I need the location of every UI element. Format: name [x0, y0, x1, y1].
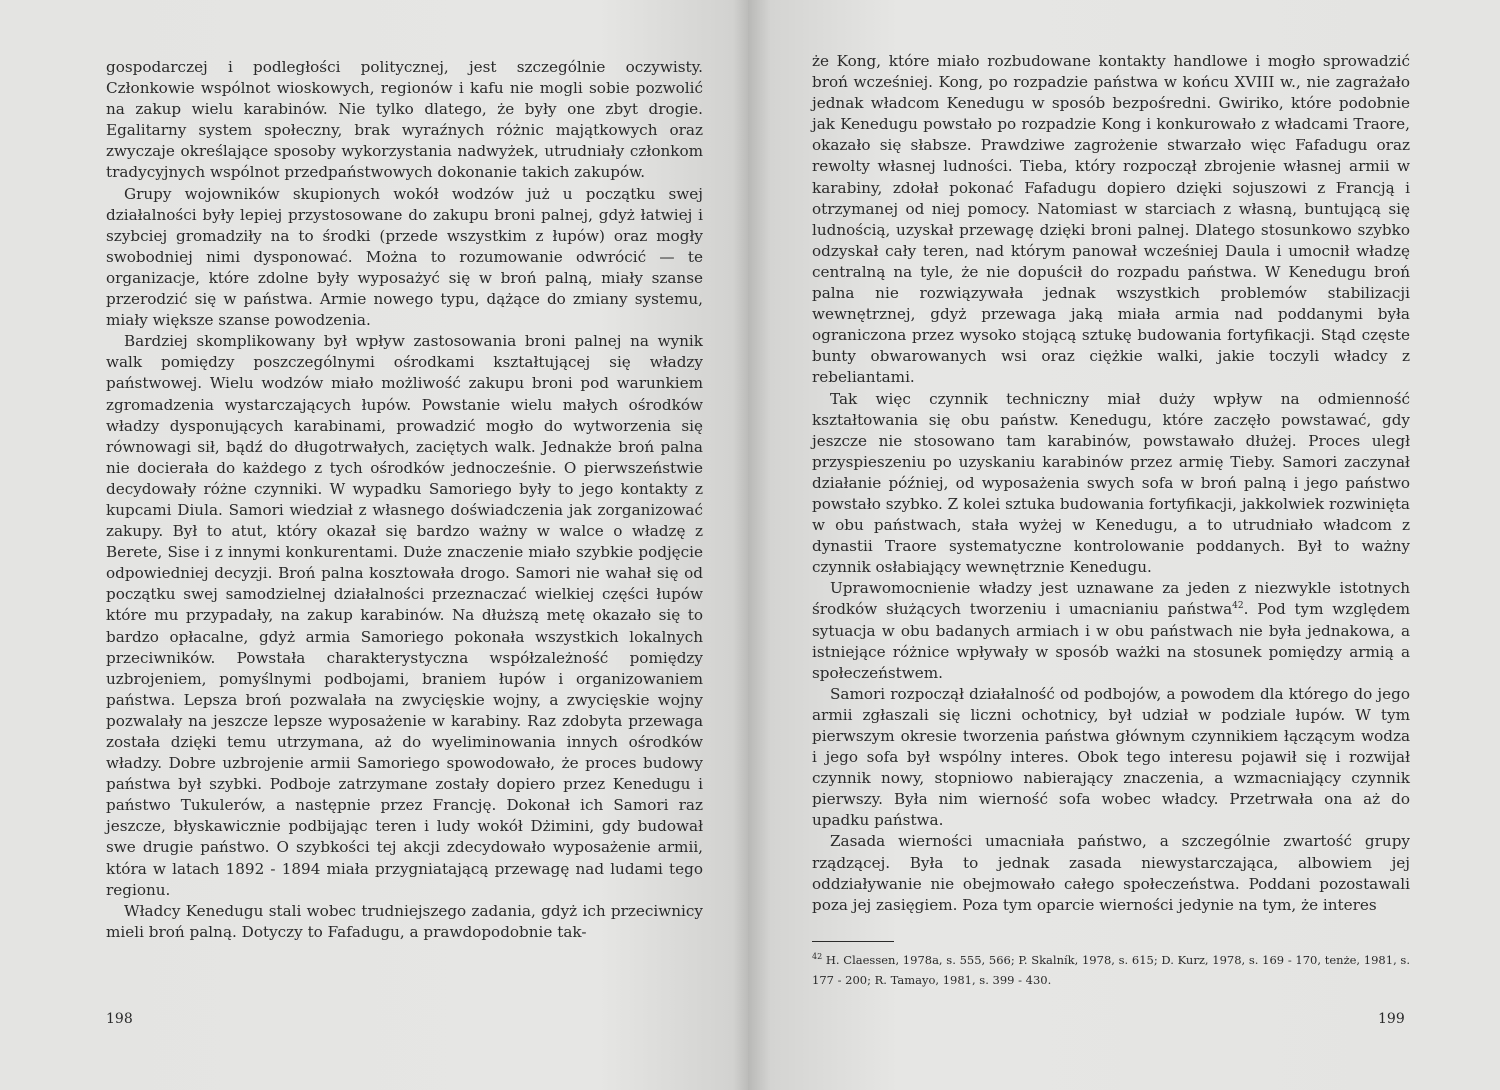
paragraph: Bardziej skomplikowany był wpływ zastosowania broni palnej na wynik walk pomiędzy poszczególnymi ośrodkami kształtującej się władzy państwowej. Wielu wodzów miało możliwość zakupu broni pod warunkiem zgromadzenia wystarczających łupów. Powstanie wielu małych ośrodków władzy dysponujących karabinami, prowadzić mogło do wytworzenia się równowagi sił, bądź do długotrwałych, zaciętych walk. Jednakże broń palna nie docierała do każdego z tych ośrodków jednocześnie. O pierwszeństwie decydowały różne czynniki. W wypadku Samoriego były to jego kontakty z kupcami Diula. Samori wiedział z własnego doświadczenia jak zorganizować zakupy. Był to atut, który okazał się bardzo ważny w walce o władzę z Berete, Sise i z innymi konkurentami. Duże znaczenie miało szybkie podjęcie odpowiedniej decyzji. Broń palna kosztowała drogo. Samori nie wahał się od początku swej samodzielnej działalności przeznaczać wielkiej części łupów które mu przypadały, na zakup karabinów. Na dłuższą metę okazało się to bardzo opłacalne, gdyż armia Samoriego pokonała wszystkich lokalnych przeciwników. Powstała charakterystyczna współzależność pomiędzy uzbrojeniem, pomyślnymi podbojami, braniem łupów i organizowaniem państwa. Lepsza broń pozwalała na zwycięskie wojny, a zwycięskie wojny pozwalały na jeszcze lepsze wyposażenie w karabiny. Raz zdobyta przewaga została dzięki temu utrzymana, aż do wyeliminowania innych ośrodków władzy. Dobre uzbrojenie armii Samoriego spowodowało, że proces budowy państwa był szybki. Podboje zatrzymane zostały dopiero przez Kenedugu i państwo Tukulerów, a następnie przez Francję. Dokonał ich Samori raz jeszcze, błyskawicznie podbijając teren i ludy wokół Dżimini, gdy budował swe drugie państwo. O szybkości tej akcji zdecydowało wyposażenie armii, która w latach 1892 - 1894 miała przygniatającą przewagę nad ludami tego regionu. — [106, 332, 703, 899]
footnote-text: H. Claessen, 1978a, s. 555, 566; P. Skalník, 1978, s. 615; D. Kurz, 1978, s. 169 - 170, tenże, 1981, s. 177 - 200; R. Tamayo, 1981, s. 399 - 430. — [812, 953, 1410, 987]
paragraph: gospodarczej i podległości politycznej, jest szczególnie oczywisty. Członkowie wspólnot wioskowych, regionów i kafu nie mogli sobie pozwolić na zakup wielu karabinów. Nie tylko dlatego, że były one zbyt drogie. Egalitarny system społeczny, brak wyraźnych różnic majątkowych oraz zwyczaje określające sposoby wykorzystania nadwyżek, utrudniały członkom tradycyjnych wspólnot przedpaństwowych dokonanie takich zakupów. — [106, 58, 703, 182]
paragraph: Grupy wojowników skupionych wokół wodzów już u początku swej działalności były lepiej przystosowane do zakupu broni palnej, gdyż łatwiej i szybciej gromadziły na to środki (przede wszystkim z łupów) oraz mogły swobodniej nimi dysponować. Można to rozumowanie odwrócić — te organizacje, które zdolne były wyposażyć się w broń palną, miały szanse przerodzić się w państwa. Armie nowego typu, dążące do zmiany systemu, miały większe szanse powodzenia. — [106, 184, 703, 330]
paragraph: Tak więc czynnik techniczny miał duży wpływ na odmienność kształtowania się obu państw. Kenedugu, które zaczęło powstawać, gdy jeszcze nie stosowano tam karabinów, powstawało dłużej. Proces uległ przyspieszeniu po uzyskaniu karabinów przez armię Tieby. Samori zaczynał działanie później, od wyposażenia swych sofa w broń palną i jego państwo powstało szybko. Z kolei sztuka budowania fortyfikacji, jakkolwiek rozwinięta w obu państwach, stała wyżej w Kenedugu, a to utrudniało władcom z dynastii Traore systematyczne kontrolowanie poddanych. Był to ważny czynnik osłabiający wewnętrznie Kenedugu. — [812, 389, 1410, 577]
paragraph: Zasada wierności umacniała państwo, a szczególnie zwartość grupy rządzącej. Była to jednak zasada niewystarczająca, albowiem jej oddziaływanie nie obejmowało całego społeczeństwa. Poddani pozostawali poza jej zasięgiem. Poza tym oparcie wierności jedynie na tym, że interes — [812, 832, 1410, 914]
paragraph: Samori rozpoczął działalność od podbojów, a powodem dla którego do jego armii zgłaszali się liczni ochotnicy, był udział w podziale łupów. W tym pierwszym okresie tworzenia państwa głównym czynnikiem łączącym wodza i jego sofa był wspólny interes. Obok tego interesu pojawił się i rozwijał czynnik nowy, stopniowo nabierający znaczenia, a wzmacniający czynnik pierwszy. Była nim wierność sofa wobec władcy. Przetrwała ona aż do upadku państwa. — [812, 684, 1410, 830]
footnote-number: 42 — [812, 952, 823, 962]
left-page-text — [106, 57, 703, 943]
paragraph: że Kong, które miało rozbudowane kontakty handlowe i mogło sprowadzić broń wcześniej. Kong, po rozpadzie państwa w końcu XVIII w., nie zagrażało jednak władcom Kenedugu w sposób bezpośredni. Gwiriko, które podobnie jak Kenedugu powstało po rozpadzie Kong i konkurowało z władcami Traore, okazało się słabsze. Prawdziwe zagrożenie stwarzało więc Fafadugu oraz rewolty własnej ludności. Tieba, który rozpoczął zbrojenie własnej armii w karabiny, zdołał pokonać Fafadugu dopiero dzięki sojuszowi z Francją i otrzymanej od niej pomocy. Natomiast w starciach z własną, buntującą się ludnością, uzyskał przewagę dzięki broni palnej. Dlatego stosunkowo szybko odzyskał cały teren, nad którym panował wcześniej Daula i umocnił władzę centralną na tyle, że nie dopuścił do rozpadu państwa. W Kenedugu broń palna nie rozwiązywała jednak wszystkich problemów stabilizacji wewnętrznej, gdyż przewaga jaką miała armia nad poddanymi była ograniczona przez wysoko stojącą sztukę budowania fortyfikacji. Stąd częste bunty obwarowanych wsi oraz ciężkie walki, jakie toczyli władcy z rebeliantami. — [812, 52, 1410, 387]
footnote-divider — [812, 941, 894, 942]
footnote-reference: 42 — [1232, 601, 1244, 612]
footnote — [812, 950, 1410, 990]
page-number-left: 198 — [106, 1011, 133, 1027]
paragraph: Władcy Kenedugu stali wobec trudniejszego zadania, gdyż ich przeciwnicy mieli broń palną. Dotyczy to Fafadugu, a prawdopodobnie tak- — [106, 901, 703, 941]
paragraph — [812, 578, 1410, 683]
paragraph-text: Uprawomocnienie władzy jest uznawane za jeden z niezwykle istotnych środków służących tworzeniu i umacnianiu państwa — [812, 579, 1410, 619]
page-number-right: 199 — [1378, 1011, 1405, 1027]
right-page-text — [812, 51, 1410, 916]
paragraph-text-tail: . Pod tym względem sytuacja w obu badanych armiach i w obu państwach nie była jednakowa, a istniejące różnice wpływały w sposób ważki na stosunek pomiędzy armią a społeczeństwem. — [812, 600, 1410, 682]
